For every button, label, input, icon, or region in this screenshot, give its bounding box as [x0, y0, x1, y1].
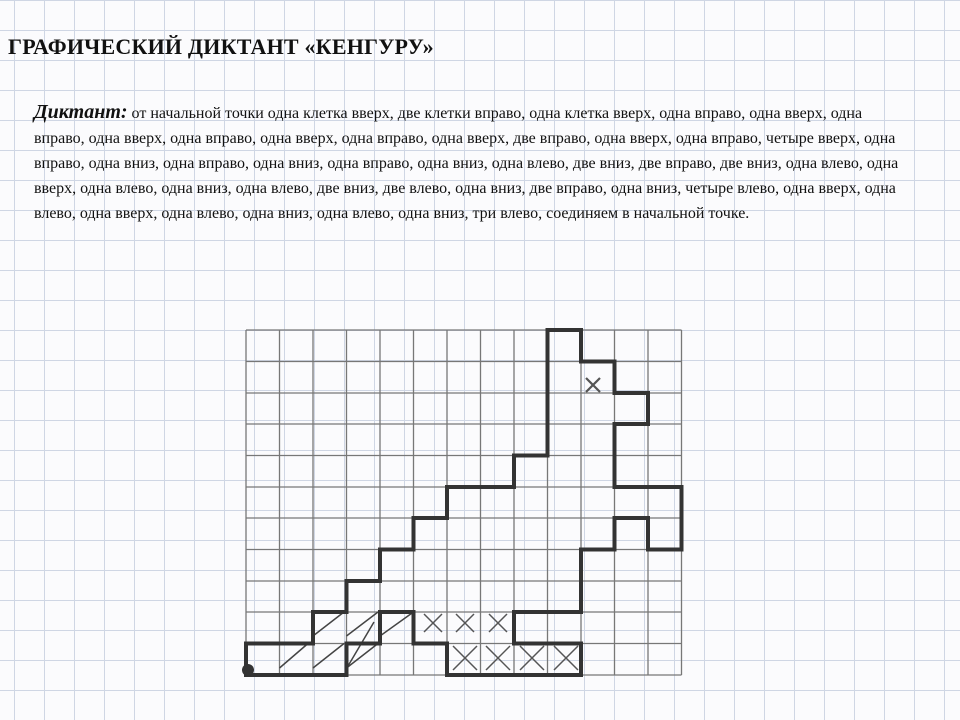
kangaroo-drawing	[238, 318, 688, 683]
eye-mark	[586, 378, 600, 392]
dictation-text: от начальной точки одна клетка вверх, две клетки вправо, одна клетка вверх, одна вправо, одна вверх, одна вправо, одна вверх, одна вправо, одна вверх, одна вправо, одна вверх, две вправо, одна вверх, одна вправо, четыре вверх, одна вправо, одна вниз, одна вправо, одна вниз, одна вправо, одна вниз, одна влево, две вниз, две вправо, две вниз, одна влево, одна вверх, одна влево, одна вниз, одна влево, две вниз, две влево, одна вниз, две вправо, одна вниз, четыре влево, одна вверх, одна влево, одна вверх, одна влево, одна вниз, одна влево, одна вниз, три влево, соединяем в начальной точке.	[34, 105, 899, 222]
dictation-label: Диктант:	[34, 101, 128, 123]
start-point	[242, 664, 254, 676]
dictation-paragraph	[34, 100, 904, 226]
page-title: ГРАФИЧЕСКИЙ ДИКТАНТ «КЕНГУРУ»	[8, 34, 434, 59]
